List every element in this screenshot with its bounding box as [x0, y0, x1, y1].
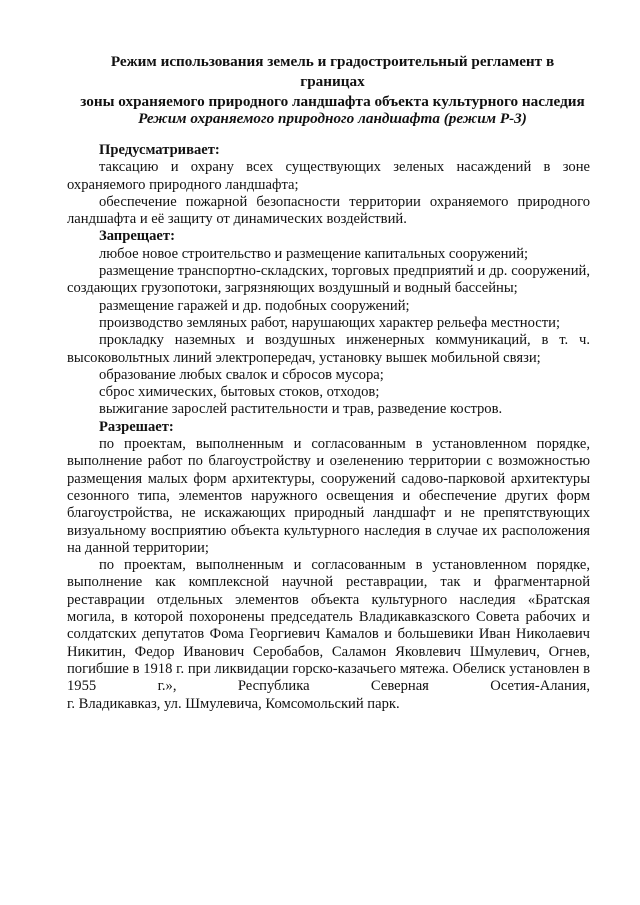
prohibits-item-3: размещение гаражей и др. подобных сооружений; [99, 297, 410, 314]
document-body [67, 142, 590, 713]
document-title-line-2: зоны охраняемого природного ландшафта объекта культурного наследия [80, 93, 585, 110]
section-heading-provides: Предусматривает: [99, 142, 220, 158]
prohibits-item-8: выжигание зарослей растительности и трав, разведение костров. [99, 401, 503, 418]
section-heading-prohibits: Запрещает: [99, 228, 175, 245]
prohibits-item-7: сброс химических, бытовых стоков, отходов; [99, 384, 380, 401]
provides-item-1: таксацию и охрану всех существующих зеленых насаждений в зоне охраняемого природного ландшафта; [67, 159, 590, 193]
prohibits-item-2: размещение транспортно-складских, торговых предприятий и др. сооружений, создающих грузопотоки, загрязняющих воздушный и водный бассейны; [67, 263, 590, 297]
document-title-line-1: Режим использования земель и градостроительный регламент в границах [110, 53, 555, 90]
permits-item-2: по проектам, выполненным и согласованным в установленном порядке, выполнение как комплексной научной реставрации, так и фрагментарной реставрации отдельных элементов объекта культурного наследия «Братская могила, в которой похоронены председатель Владикавказского Совета рабочих и солдатских депутатов Фома Георгиевич Камалов и большевики Иван Николаевич Никитин, Федор Иванович Серобабов, Саламон Яковлевич Шмулевич, Огнев, погибшие в 1918 г. при ликвидации горско-казачьего мятежа. Обелиск установлен в 1955 г.», Республика Северная Осетия-Алания, [67, 557, 590, 695]
permits-item-3: г. Владикавказ, ул. Шмулевича, Комсомольский парк. [67, 695, 400, 712]
section-heading-permits: Разрешает: [99, 418, 174, 435]
permits-item-1: по проектам, выполненным и согласованным в установленном порядке, выполнение работ по благоустройству и озеленению территории с возможностью размещения малых форм архитектуры, сооружений садово-парковой архитектуры сезонного типа, элементов наружного освещения и обеспечение других форм благоустройства, не искажающих природный ландшафт и не препятствующих визуальному восприятию объекта культурного наследия в случае их расположения на данной территории; [67, 436, 590, 556]
prohibits-item-4: производство земляных работ, нарушающих характер рельефа местности; [99, 314, 560, 331]
prohibits-item-6: образование любых свалок и сбросов мусора; [99, 366, 384, 383]
prohibits-item-5: прокладку наземных и воздушных инженерных коммуникаций, в т. ч. высоковольтных линий электропередач, установку вышек мобильной связи; [67, 332, 590, 366]
document-title [80, 52, 585, 112]
prohibits-item-1: любое новое строительство и размещение капитальных сооружений; [99, 245, 529, 262]
document-subtitle: Режим охраняемого природного ландшафта (режим Р-3) [138, 110, 527, 127]
provides-item-2: обеспечение пожарной безопасности территории охраняемого природного ландшафта и её защиту от динамических воздействий. [67, 193, 590, 228]
